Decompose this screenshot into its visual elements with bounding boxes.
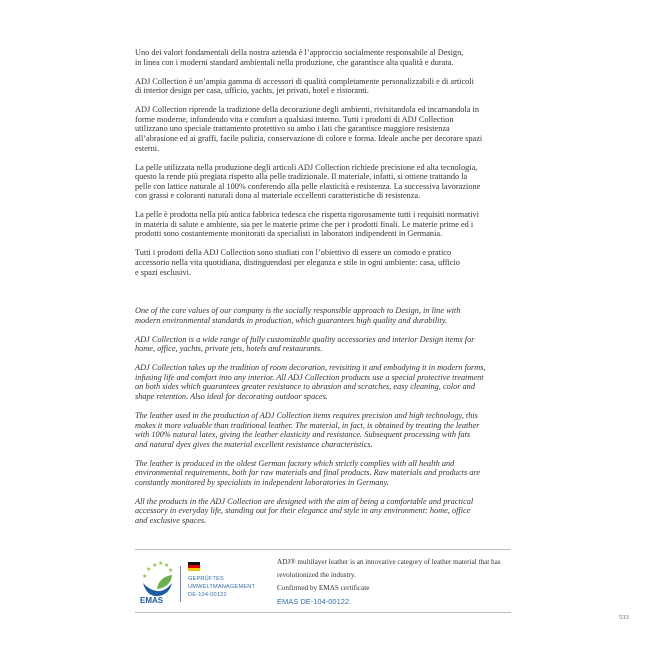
svg-text:★: ★ (158, 560, 164, 567)
text-line: utilizzano uno speciale trattamento protettivo su ambo i lati che garantisce maggiore resistenza (135, 124, 450, 134)
text-line: La pelle è prodotta nella più antica fabbrica tedesca che rispetta rigorosamente tutti i requisiti normativi (135, 210, 479, 220)
svg-text:★: ★ (146, 566, 152, 573)
text-line: di interior design per casa, ufficio, yachts, jet privati, hotel e ristoranti. (135, 86, 369, 96)
text-line: with 100% natural latex, giving the leather elasticity and resistance. Subsequent processing with fats (135, 430, 471, 440)
paragraph (135, 248, 525, 277)
footer-line: ADJ® multilayer leather is an innovative category of leather material that has (277, 558, 501, 566)
paragraph (135, 306, 525, 325)
text-line: ADJ Collection riprende la tradizione della decorazione degli ambienti, rivisitandola ed incarnandola in (135, 105, 479, 115)
cert-line: UMWELTMANAGEMENT (188, 584, 256, 590)
page-number: 533 (619, 614, 629, 621)
divider-bottom (135, 612, 511, 613)
text-line: questo la rende più pregiata rispetto alla pelle tradizionale. Il materiale, infatti, si ottiene trattando la (135, 172, 468, 182)
text-line: prodotti sono costantemente monitorati da specialisti in laboratori indipendenti in Germania. (135, 229, 443, 239)
paragraph (135, 77, 525, 96)
logo-separator (180, 566, 181, 602)
text-line: infusing life and comfort into any interior. All ADJ Collection products use a special protective treatment (135, 372, 484, 382)
text-line: The leather is produced in the oldest German factory which strictly complies with all health and (135, 458, 455, 468)
text-line: Uno dei valori fondamentali della nostra azienda è l’approccio socialmente responsabile al Design, (135, 48, 464, 57)
text-line: in linea con i moderni standard ambientali nella produzione, che garantisce alta qualità e durata. (135, 57, 454, 67)
text-line: all’abrasione ed ai graffi, facile pulizia, conservazione di colore e forma. Ideale anche per decorare spazi (135, 133, 483, 143)
text-line: ADJ Collection è un’ampia gamma di accessori di qualità completamente personalizzabili e di articoli (135, 76, 474, 86)
text-line: ADJ Collection is a wide range of fully customizable quality accessories and interior Design items for (135, 334, 475, 344)
text-line: in materia di salute e ambiente, sia per le materie prime che per i prodotti finali. Le materie prime ed i (135, 219, 474, 229)
text-line: and natural dyes gives the material excellent resistance characteristics. (135, 439, 373, 449)
footer-line: revolutionized the industry. (277, 571, 356, 579)
text-line: and exclusive spaces. (135, 516, 207, 526)
text-line: forme moderne, infondendo vita e comfort a qualsiasi interno. Tutti i prodotti di ADJ Collection (135, 114, 454, 124)
svg-text:★: ★ (164, 562, 170, 569)
cert-line: GEPRÜFTES (188, 576, 224, 582)
svg-text:★: ★ (152, 562, 158, 569)
paragraph (135, 48, 525, 67)
certification-label (188, 575, 255, 599)
german-flag-icon (188, 562, 200, 571)
text-line: environmental requirements, both for raw materials and final products. Raw materials and products are (135, 468, 480, 478)
svg-text:★: ★ (142, 573, 148, 580)
text-line: home, office, yachts, private jets, hotels and restaurants. (135, 344, 323, 354)
text-line: constantly monitored by specialists in independent laboratories in Germany. (135, 477, 389, 487)
text-line: All the products in the ADJ Collection are designed with the aim of being a comfortable and practical (135, 496, 474, 506)
text-line: esterni. (135, 143, 160, 153)
english-text (135, 306, 525, 535)
text-line: ADJ Collection takes up the tradition of room decoration, revisiting it and embodying it in modern forms, (135, 363, 486, 373)
svg-text:★: ★ (168, 567, 174, 574)
text-line: One of the core values of our company is the socially responsible approach to Design, in line with (135, 306, 461, 315)
text-line: pelle con lattice naturale al 100% conferendo alla pelle elasticità e resistenza. La successiva lavorazione (135, 181, 481, 191)
text-line: shape retention. Also ideal for decorating outdoor spaces. (135, 391, 328, 401)
cert-line: DE-104-00122 (188, 592, 227, 598)
paragraph (135, 210, 525, 239)
paragraph (135, 363, 525, 401)
text-line: accessory in everyday life, standing out for their elegance and style in any environment: home, office (135, 506, 471, 516)
text-line: con grassi e coloranti naturali dona al materiale eccellenti caratteristiche di resistenza. (135, 191, 421, 201)
text-line: modern environmental standards in production, which guarantees high quality and durability. (135, 315, 448, 325)
paragraph (135, 335, 525, 354)
text-line: La pelle utilizzata nella produzione degli articoli ADJ Collection richiede precisione ed alta tecnologia, (135, 162, 478, 172)
footer-line: Confirmed by EMAS certificate (277, 584, 370, 592)
paragraph (135, 411, 525, 449)
text-line: on both sides which guarantees greater resistance to abrasion and scratches, easy cleaning, color and (135, 382, 475, 392)
text-line: accessorio nella vita quotidiana, distinguendosi per eleganza e stile in ogni ambiente: casa, ufficio (135, 258, 460, 268)
italian-text (135, 48, 525, 287)
footer-description (277, 556, 501, 608)
text-line: e spazi esclusivi. (135, 267, 191, 277)
text-line: Tutti i prodotti della ADJ Collection sono studiati con l’obiettivo di essere un comodo e pratico (135, 248, 452, 258)
paragraph (135, 497, 525, 526)
paragraph (135, 163, 525, 201)
text-line: The leather used in the production of ADJ Collection items requires precision and high technology, this (135, 410, 478, 420)
text-line: makes it more valuable than traditional leather. The material, in fact, is obtained by treating the leather (135, 420, 480, 430)
emas-number: EMAS DE-104-00122. (277, 597, 352, 606)
emas-logo-text: EMAS (140, 596, 164, 605)
paragraph (135, 459, 525, 488)
paragraph (135, 105, 525, 153)
divider-top (135, 549, 511, 550)
